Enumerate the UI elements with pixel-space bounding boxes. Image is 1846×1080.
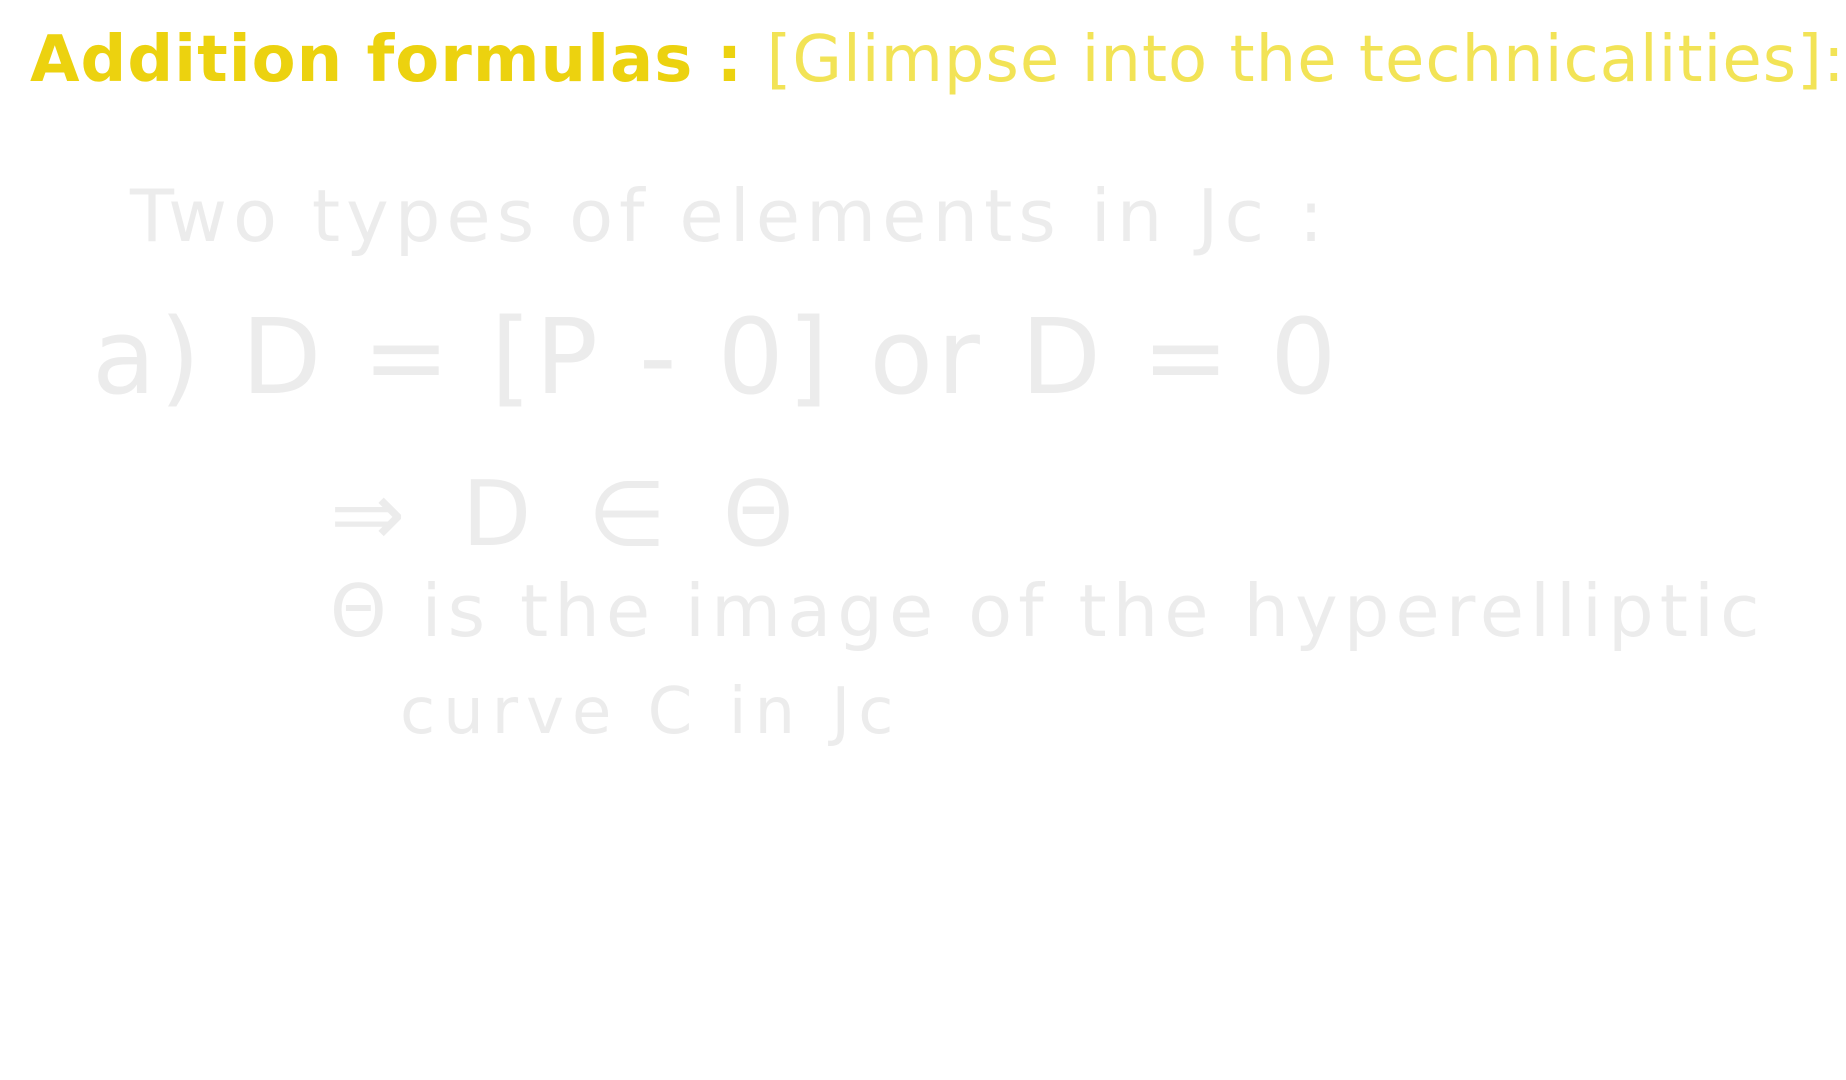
case-a-equation: a) D = [P - 0] or D = 0 (92, 296, 1341, 418)
theta-description-continued: curve C in Jc (400, 675, 902, 749)
title-main: Addition formulas : (30, 23, 767, 97)
title-sub: [Glimpse into the technicalities]: (766, 23, 1846, 97)
slide-title (30, 23, 1846, 97)
intro-line: Two types of elements in Jc : (130, 174, 1330, 258)
implication-line: ⇒ D ∈ Θ (330, 462, 808, 567)
theta-description: Θ is the image of the hyperelliptic (330, 569, 1766, 653)
